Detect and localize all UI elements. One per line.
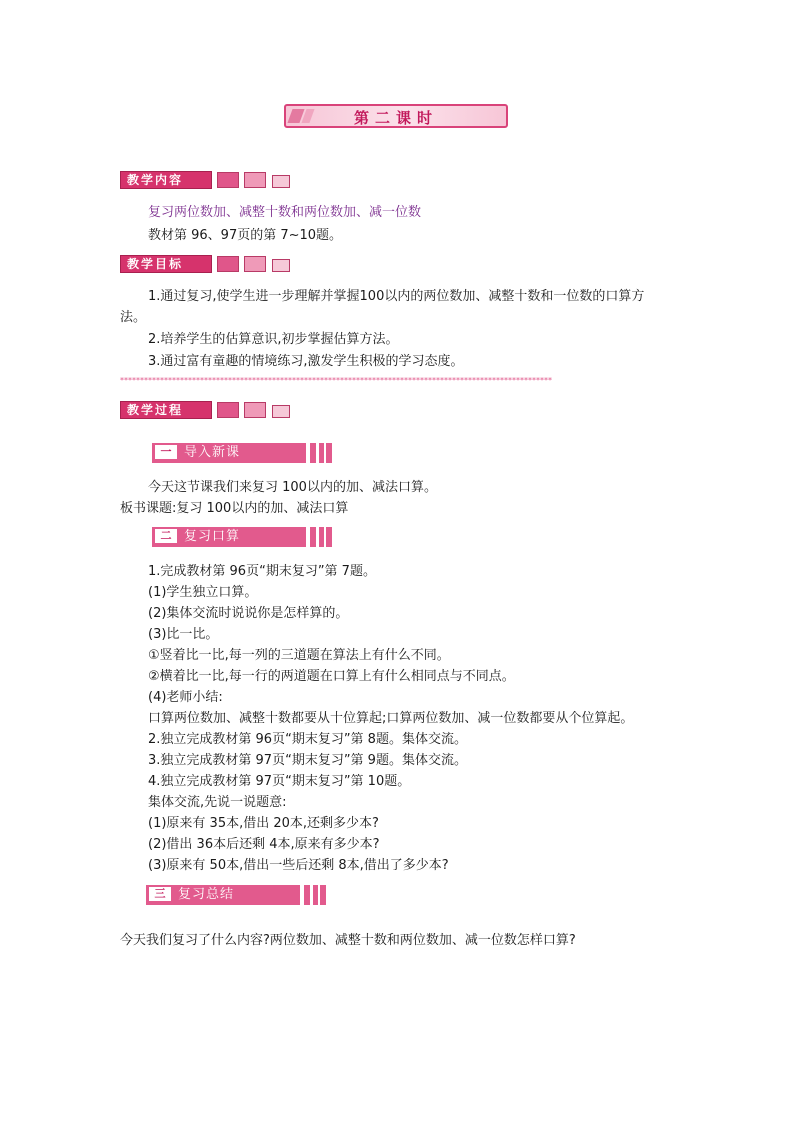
- step-banner-2: [152, 527, 332, 547]
- step-number: 三: [149, 887, 171, 901]
- banner-stripe: [306, 443, 310, 463]
- banner-stripe: [324, 527, 326, 547]
- step-line: (1)学生独立口算。: [148, 585, 258, 600]
- step-line: (1)原来有 35本,借出 20本,还剩多少本?: [148, 816, 379, 831]
- section-square: [272, 175, 290, 188]
- goal-line: 1.通过复习,使学生进一步理解并掌握100以内的两位数加、减整十数和一位数的口算方: [148, 289, 645, 304]
- step-line: (3)比一比。: [148, 627, 219, 642]
- lesson-title-banner: [284, 104, 508, 128]
- banner-stripe: [300, 885, 304, 905]
- content-pages: 教材第 96、97页的第 7~10题。: [148, 228, 343, 243]
- step-title: 复习口算: [184, 529, 241, 544]
- banner-stripe: [324, 443, 326, 463]
- section-square: [272, 405, 290, 418]
- banner-stripe: [310, 885, 313, 905]
- step-title: 导入新课: [184, 445, 241, 460]
- star-divider: ************************************************************************************************************: [120, 377, 552, 385]
- step-line: 板书课题:复习 100以内的加、减法口算: [120, 501, 349, 516]
- section-square: [244, 172, 266, 188]
- section-label-goals: 教学目标: [120, 255, 212, 273]
- step-line: (2)借出 36本后还剩 4本,原来有多少本?: [148, 837, 380, 852]
- step-line: 4.独立完成教材第 97页“期末复习”第 10题。: [148, 774, 411, 789]
- section-square: [244, 256, 266, 272]
- section-label-content: 教学内容: [120, 171, 212, 189]
- section-square: [217, 402, 239, 418]
- step-line: 今天我们复习了什么内容?两位数加、减整十数和两位数加、减一位数怎样口算?: [120, 933, 576, 948]
- section-label-process: 教学过程: [120, 401, 212, 419]
- step-title: 复习总结: [178, 887, 235, 902]
- step-line: 口算两位数加、减整十数都要从十位算起;口算两位数加、减一位数都要从个位算起。: [148, 711, 634, 726]
- step-line: (4)老师小结:: [148, 690, 223, 705]
- step-line: (3)原来有 50本,借出一些后还剩 8本,借出了多少本?: [148, 858, 449, 873]
- step-number: 一: [155, 445, 177, 459]
- step-banner-3: [146, 885, 326, 905]
- goal-line: 2.培养学生的估算意识,初步掌握估算方法。: [148, 332, 399, 347]
- section-square: [217, 172, 239, 188]
- step-line: ②横着比一比,每一行的两道题在口算上有什么相同点与不同点。: [148, 669, 515, 684]
- step-line: (2)集体交流时说说你是怎样算的。: [148, 606, 349, 621]
- goal-line: 法。: [120, 310, 147, 325]
- banner-stripe: [318, 885, 320, 905]
- step-line: 2.独立完成教材第 96页“期末复习”第 8题。集体交流。: [148, 732, 467, 747]
- banner-stripe: [316, 527, 319, 547]
- step-banner-1: [152, 443, 332, 463]
- banner-stripe: [316, 443, 319, 463]
- section-square: [217, 256, 239, 272]
- step-line: 1.完成教材第 96页“期末复习”第 7题。: [148, 564, 376, 579]
- step-line: 今天这节课我们来复习 100以内的加、减法口算。: [148, 480, 437, 495]
- step-line: 3.独立完成教材第 97页“期末复习”第 9题。集体交流。: [148, 753, 467, 768]
- goal-line: 3.通过富有童趣的情境练习,激发学生积极的学习态度。: [148, 354, 464, 369]
- step-line: 集体交流,先说一说题意:: [148, 795, 287, 810]
- section-square: [244, 402, 266, 418]
- banner-stripe: [306, 527, 310, 547]
- step-line: ①竖着比一比,每一列的三道题在算法上有什么不同。: [148, 648, 450, 663]
- content-topic: 复习两位数加、减整十数和两位数加、减一位数: [148, 205, 422, 220]
- section-square: [272, 259, 290, 272]
- lesson-title: 第二课时: [353, 109, 438, 127]
- step-number: 二: [155, 529, 177, 543]
